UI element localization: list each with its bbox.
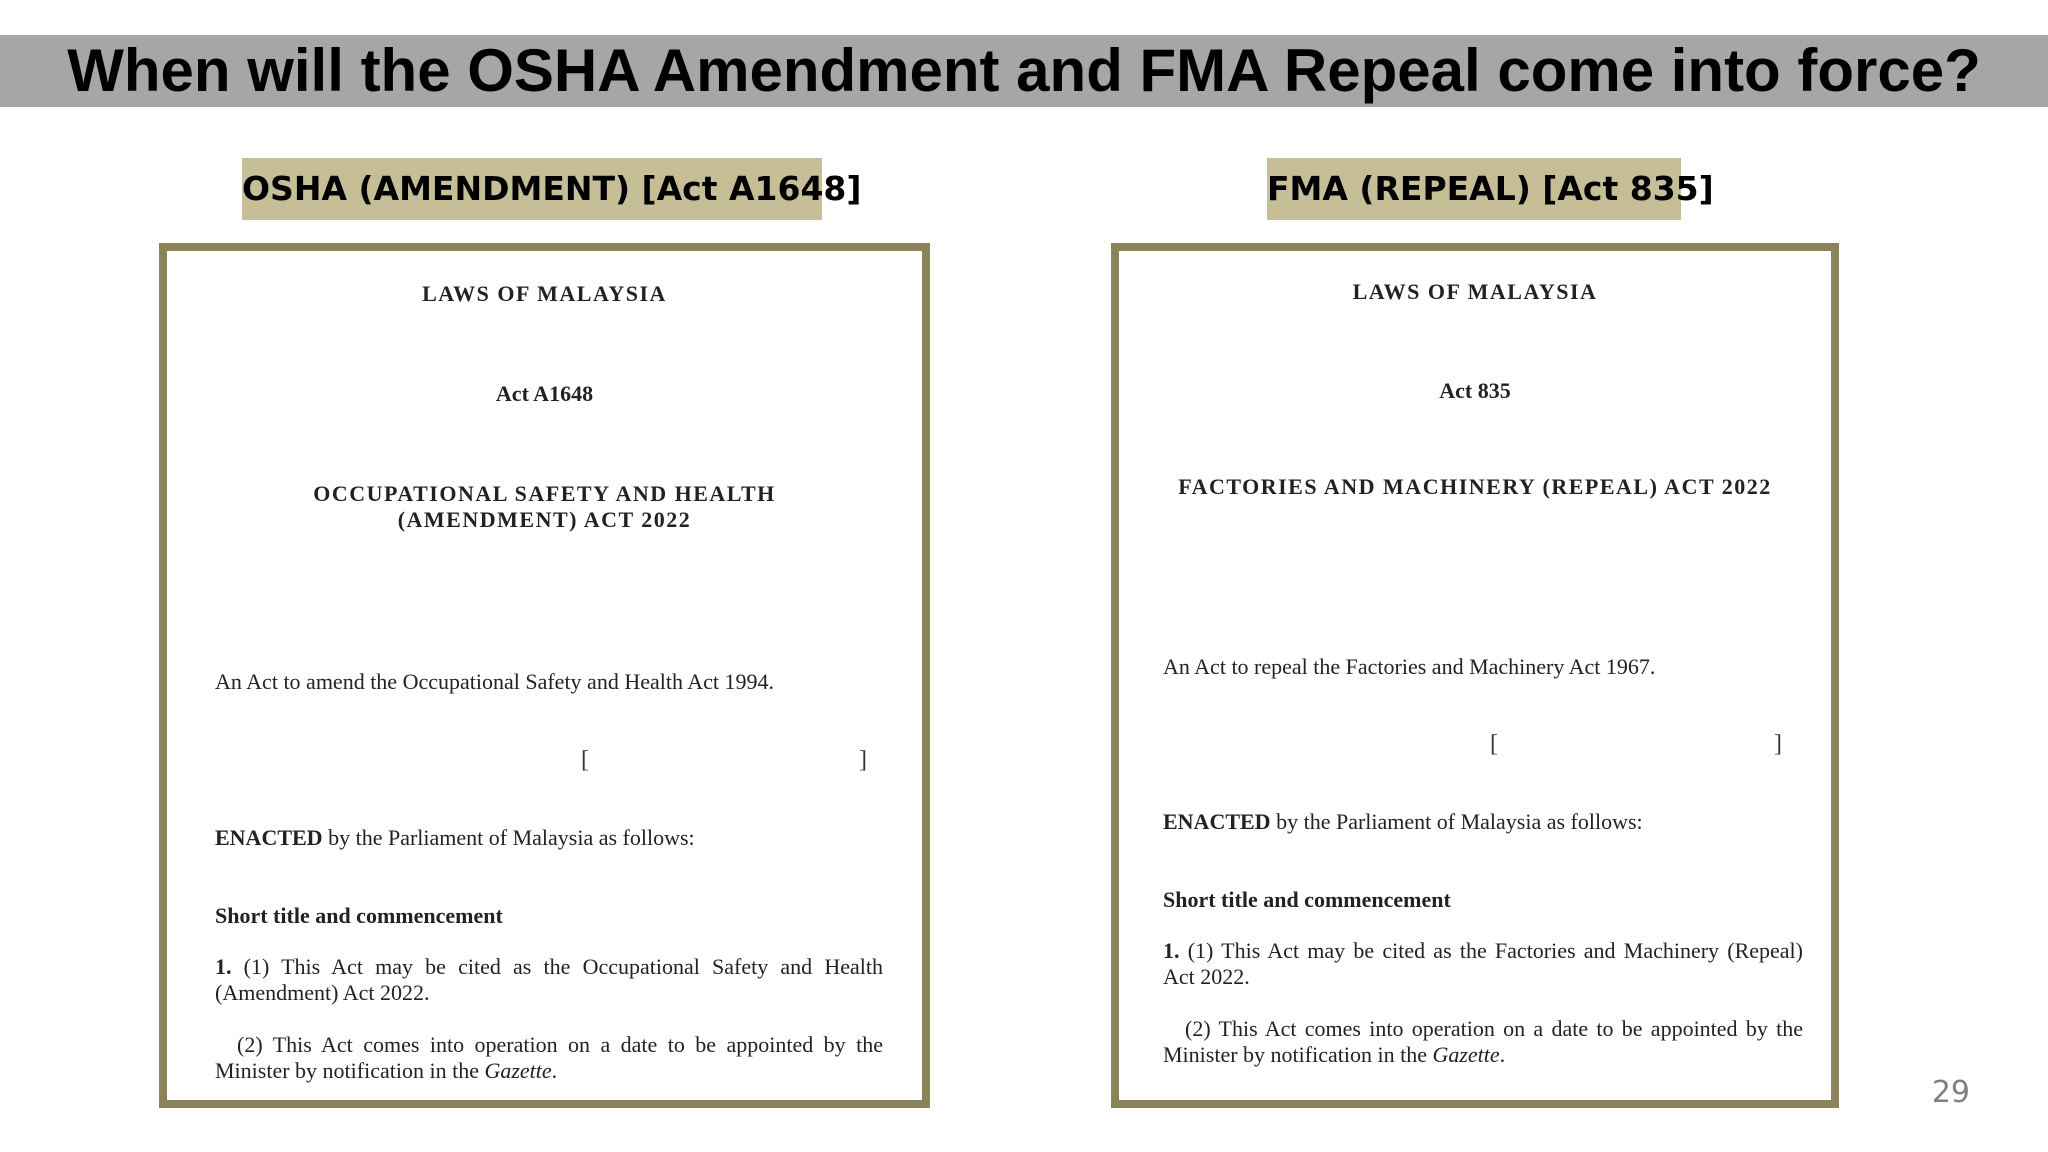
fma-section-heading: Short title and commencement — [1163, 887, 1451, 912]
fma-act-number: Act 835 — [1439, 378, 1511, 403]
fma-clause-2 — [1163, 1016, 1803, 1068]
osha-act-title-line2: (AMENDMENT) ACT 2022 — [397, 507, 692, 532]
fma-label: FMA (REPEAL) [Act 835] — [1267, 158, 1681, 220]
osha-bracket-close: ] — [859, 747, 867, 773]
fma-laws-heading: LAWS OF MALAYSIA — [1352, 279, 1598, 304]
osha-laws-heading: LAWS OF MALAYSIA — [422, 281, 667, 306]
slide-title: When will the OSHA Amendment and FMA Repeal come into force? — [67, 37, 1981, 104]
fma-clause-1-text: (1) This Act may be cited as the Factories and Machinery (Repeal) Act 2022. — [1163, 938, 1803, 989]
osha-clause-2-end: . — [551, 1058, 558, 1083]
osha-document — [159, 243, 930, 1108]
fma-clause-1 — [1163, 938, 1803, 990]
fma-document — [1111, 243, 1839, 1108]
page-number: 29 — [1931, 1075, 1970, 1110]
osha-enacted-rest: by the Parliament of Malaysia as follows: — [322, 825, 695, 850]
fma-clause-2-text: (2) This Act comes into operation on a date to be appointed by the Minister by notification in the — [1163, 1016, 1803, 1067]
osha-label: OSHA (AMENDMENT) [Act A1648] — [242, 158, 822, 220]
osha-purpose: An Act to amend the Occupational Safety and Health Act 1994. — [215, 669, 775, 694]
fma-enacted — [1163, 809, 1643, 835]
osha-clause-1-text: (1) This Act may be cited as the Occupational Safety and Health (Amendment) Act 2022. — [215, 954, 883, 1005]
osha-clause-2-gazette: Gazette — [484, 1058, 552, 1083]
osha-clause-1-number: 1. — [215, 954, 232, 979]
osha-clause-2-text: (2) This Act comes into operation on a date to be appointed by the Minister by notification in the — [215, 1032, 883, 1083]
osha-bracket-open: [ — [581, 747, 589, 773]
fma-enacted-bold: ENACTED — [1163, 809, 1271, 834]
fma-act-title: FACTORIES AND MACHINERY (REPEAL) ACT 2022 — [1178, 474, 1772, 499]
osha-clause-1 — [215, 954, 883, 1006]
osha-section-heading: Short title and commencement — [215, 903, 503, 928]
fma-clause-2-end: . — [1499, 1042, 1506, 1067]
fma-clause-2-gazette: Gazette — [1432, 1042, 1500, 1067]
osha-act-number: Act A1648 — [495, 381, 594, 406]
osha-clause-2 — [215, 1032, 883, 1084]
fma-clause-1-number: 1. — [1163, 938, 1180, 963]
fma-purpose: An Act to repeal the Factories and Machinery Act 1967. — [1163, 654, 1656, 679]
osha-enacted-bold: ENACTED — [215, 825, 323, 850]
fma-bracket-close: ] — [1774, 731, 1782, 757]
osha-enacted — [215, 825, 695, 851]
osha-act-title-line1: OCCUPATIONAL SAFETY AND HEALTH — [313, 481, 776, 506]
fma-enacted-rest: by the Parliament of Malaysia as follows: — [1270, 809, 1643, 834]
fma-bracket-open: [ — [1490, 731, 1498, 757]
